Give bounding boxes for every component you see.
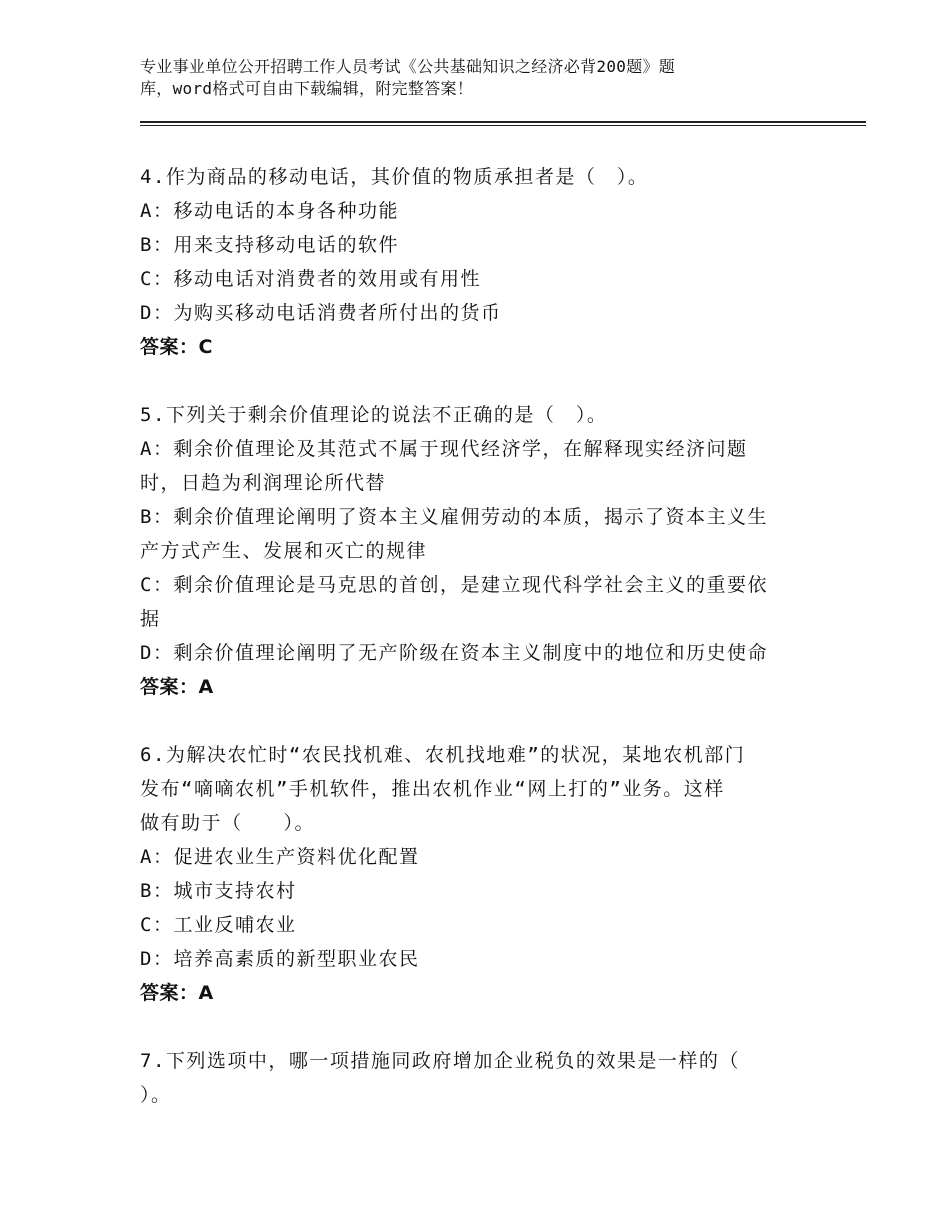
answer-key: 答案：A: [140, 982, 214, 1004]
answer-option: B：用来支持移动电话的软件: [140, 234, 399, 256]
document-header: [140, 56, 780, 100]
answer-option: 时，日趋为利润理论所代替: [140, 472, 387, 494]
answer-option: C：工业反哺农业: [140, 914, 297, 936]
answer-option: B：剩余价值理论阐明了资本主义雇佣劳动的本质，揭示了资本主义生: [140, 506, 768, 528]
answer-option: C：剩余价值理论是马克思的首创，是建立现代科学社会主义的重要依: [140, 574, 768, 596]
question-stem: 6.为解决农忙时“农民找机难、农机找地难”的状况，某地农机部门: [140, 744, 746, 766]
question-stem: ）。: [140, 1084, 172, 1106]
answer-option: A：剩余价值理论及其范式不属于现代经济学，在解释现实经济问题: [140, 438, 748, 460]
question-spacer: [140, 364, 820, 398]
answer-option: D：剩余价值理论阐明了无产阶级在资本主义制度中的地位和历史使命: [140, 642, 768, 664]
question-block: [140, 398, 820, 704]
question-spacer: [140, 704, 820, 738]
answer-option: C：移动电话对消费者的效用或有用性: [140, 268, 481, 290]
question-stem: 做有助于（ ）。: [140, 812, 316, 834]
question-block: [140, 1044, 820, 1112]
answer-option: 产方式产生、发展和灭亡的规律: [140, 540, 428, 562]
question-block: [140, 160, 820, 364]
answer-option: A：促进农业生产资料优化配置: [140, 846, 420, 868]
header-line-1: 专业事业单位公开招聘工作人员考试《公共基础知识之经济必背200题》题: [140, 57, 676, 76]
answer-option: B：城市支持农村: [140, 880, 297, 902]
header-line-2: 库，word格式可自由下载编辑，附完整答案！: [140, 79, 474, 98]
answer-option: D：培养高素质的新型职业农民: [140, 948, 420, 970]
answer-key: 答案：C: [140, 336, 213, 358]
question-list: [140, 160, 820, 1112]
answer-option: A：移动电话的本身各种功能: [140, 200, 399, 222]
header-divider-thin: [140, 125, 866, 126]
question-block: [140, 738, 820, 1010]
question-spacer: [140, 1010, 820, 1044]
header-divider-thick: [140, 121, 866, 123]
answer-option: 据: [140, 608, 161, 630]
answer-key: 答案：A: [140, 676, 214, 698]
question-stem: 7.下列选项中，哪一项措施同政府增加企业税负的效果是一样的（: [140, 1050, 740, 1072]
answer-option: D：为购买移动电话消费者所付出的货币: [140, 302, 502, 324]
question-stem: 发布“嘀嘀农机”手机软件，推出农机作业“网上打的”业务。这样: [140, 778, 725, 800]
question-stem: 5.下列关于剩余价值理论的说法不正确的是（ ）。: [140, 404, 608, 426]
question-stem: 4.作为商品的移动电话，其价值的物质承担者是（ ）。: [140, 166, 649, 188]
